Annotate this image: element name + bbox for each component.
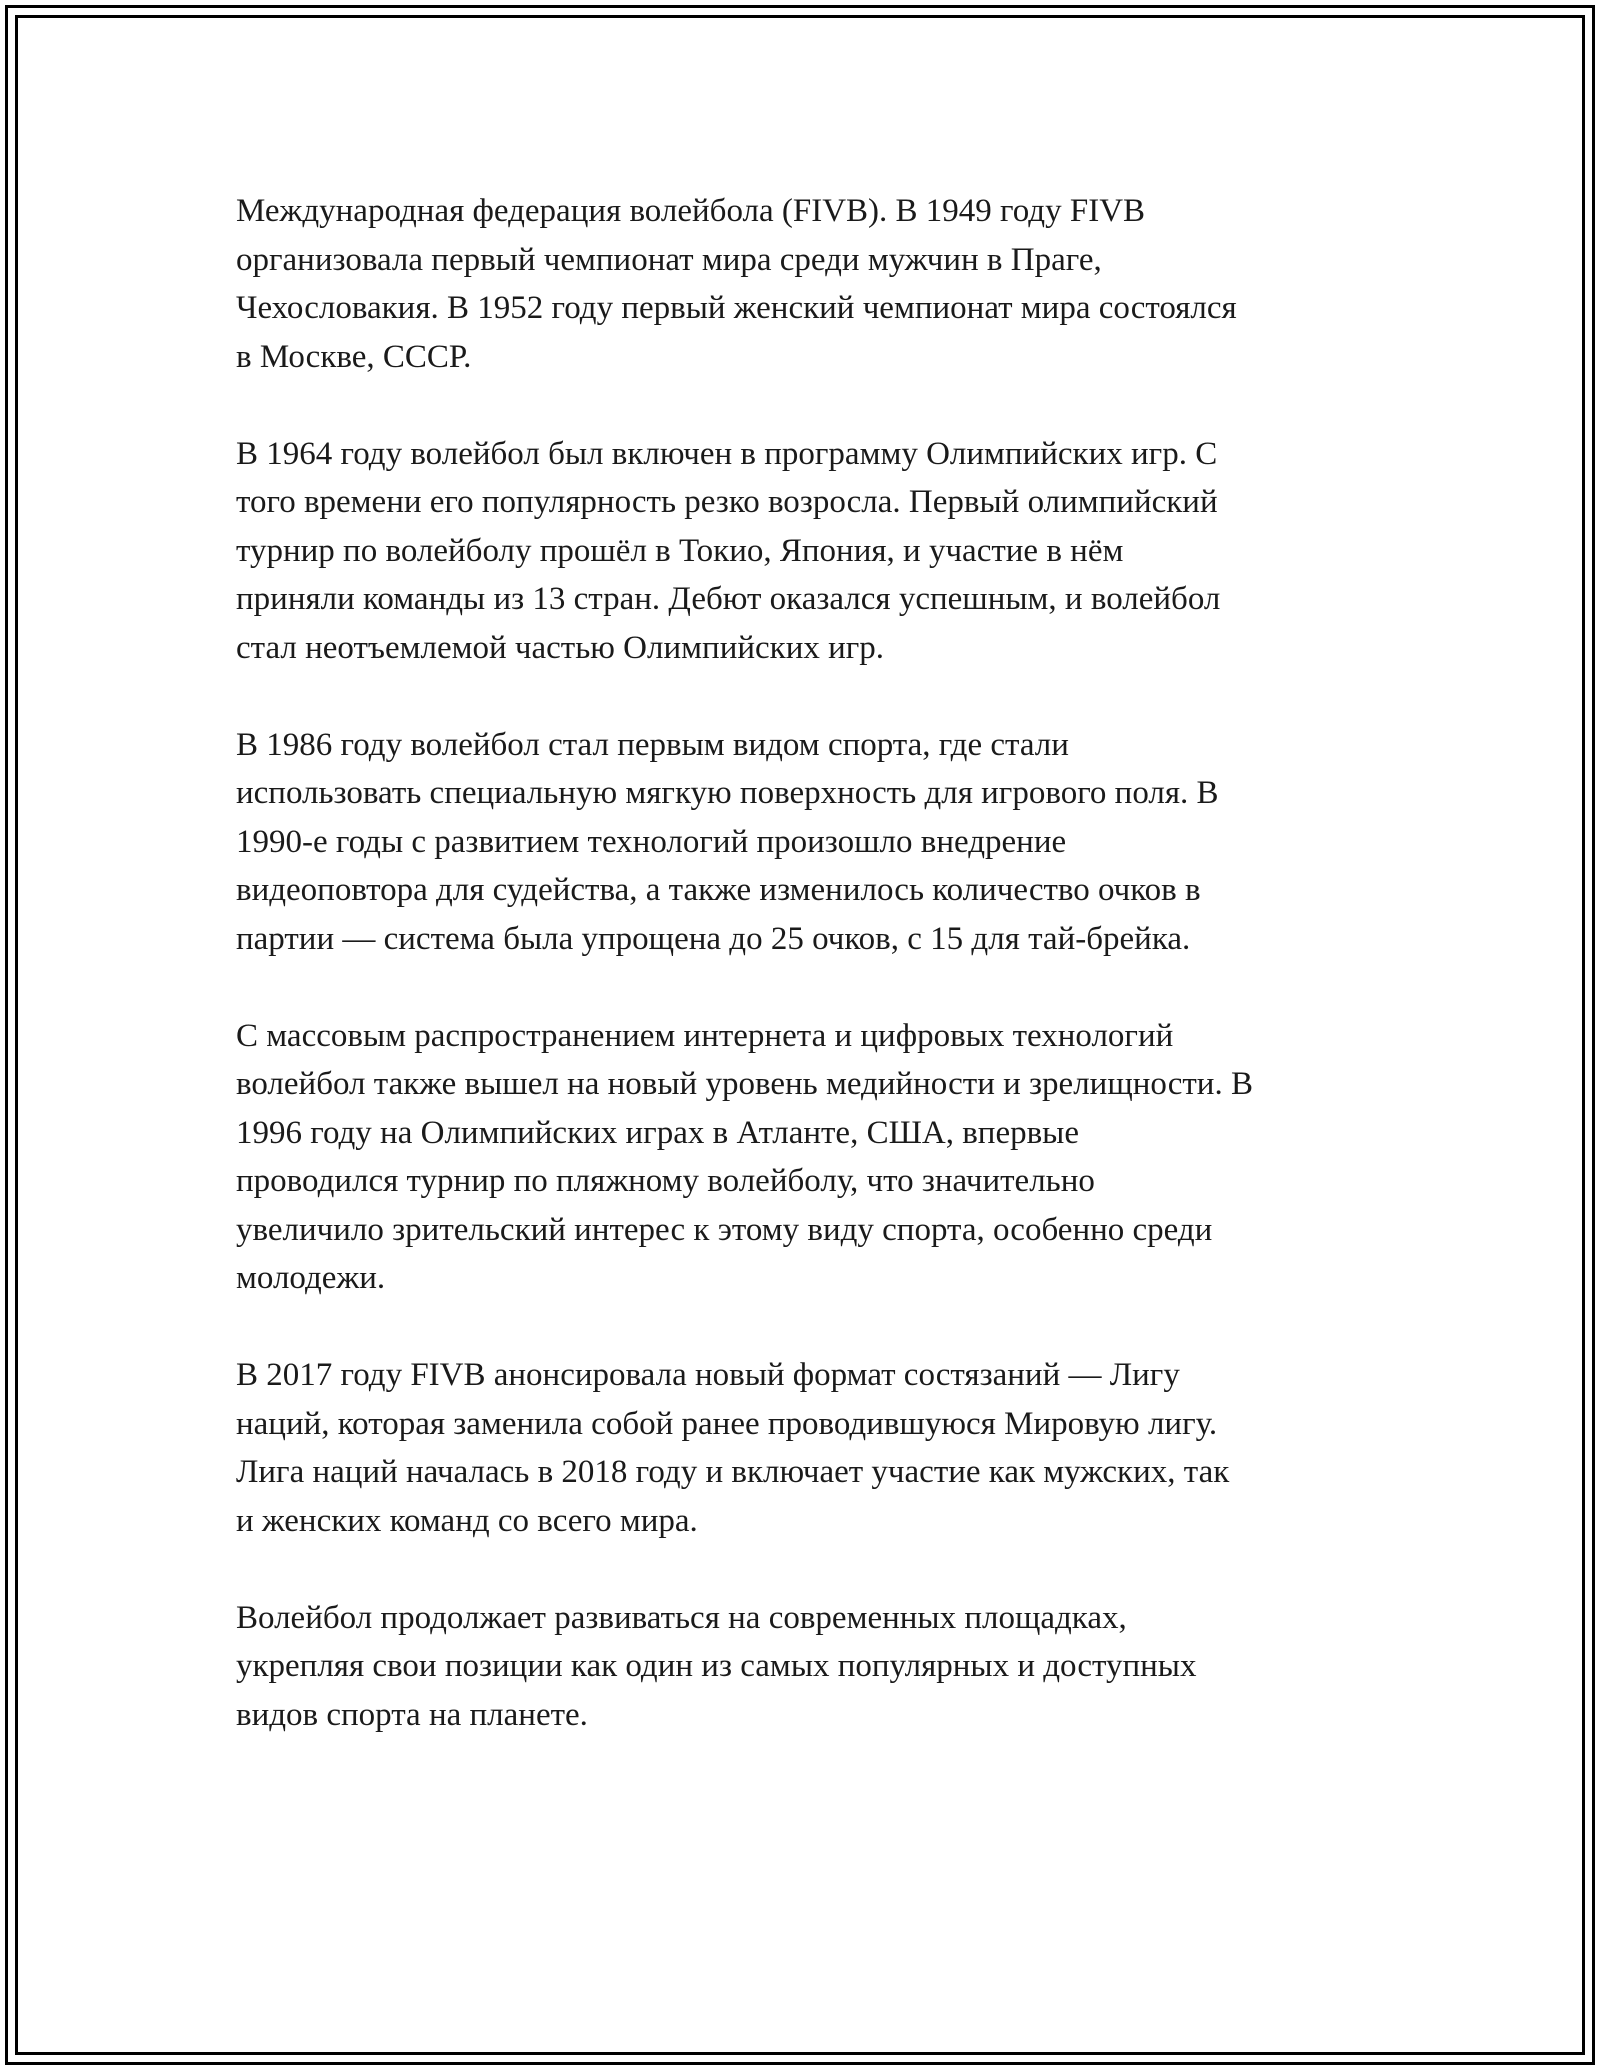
paragraph-conclusion: Волейбол продолжает развиваться на современных площадках, укрепляя свои позиции как один из самых популярных и доступных видов спорта на планете. (236, 1599, 1197, 1733)
paragraph-nations-league: В 2017 году FIVB анонсировала новый формат состязаний — Лигу наций, которая заменила собой ранее проводившуюся Мировую лигу. Лига наций началась в 2018 году и включает участие как мужских, так и женских команд со всего мира. (236, 1357, 1230, 1539)
paragraph-fivb-championships: Международная федерация волейбола (FIVB). В 1949 году FIVB организовала первый чемпионат мира среди мужчин в Праге, Чехословакия. В 1952 году первый женский чемпионат мира состоялся в Москве, СССР. (236, 193, 1237, 375)
paragraph-technology-1986: В 1986 году волейбол стал первым видом спорта, где стали использовать специальную мягкую поверхность для игрового поля. В 1990-е годы с развитием технологий произошло внедрение видеоповтора для судейства, а также изменилось количество очков в партии — система была упрощена до 25 очков, с 15 для тай-брейка. (236, 726, 1219, 957)
paragraph-internet-beach-volleyball: С массовым распространением интернета и цифровых технологий волейбол также вышел на новый уровень медийности и зрелищности. В 1996 году на Олимпийских играх в Атланте, США, впервые проводился турнир по пляжному волейболу, что значительно увеличило зрительский интерес к этому виду спорта, особенно среди молодежи. (236, 1017, 1253, 1296)
document-body (236, 187, 1376, 1788)
paragraph-olympics-1964: В 1964 году волейбол был включен в программу Олимпийских игр. С того времени его популярность резко возросла. Первый олимпийский турнир по волейболу прошёл в Токио, Япония, и участие в нём приняли команды из 13 стран. Дебют оказался успешным, и волейбол стал неотъемлемой частью Олимпийских игр. (236, 435, 1221, 666)
